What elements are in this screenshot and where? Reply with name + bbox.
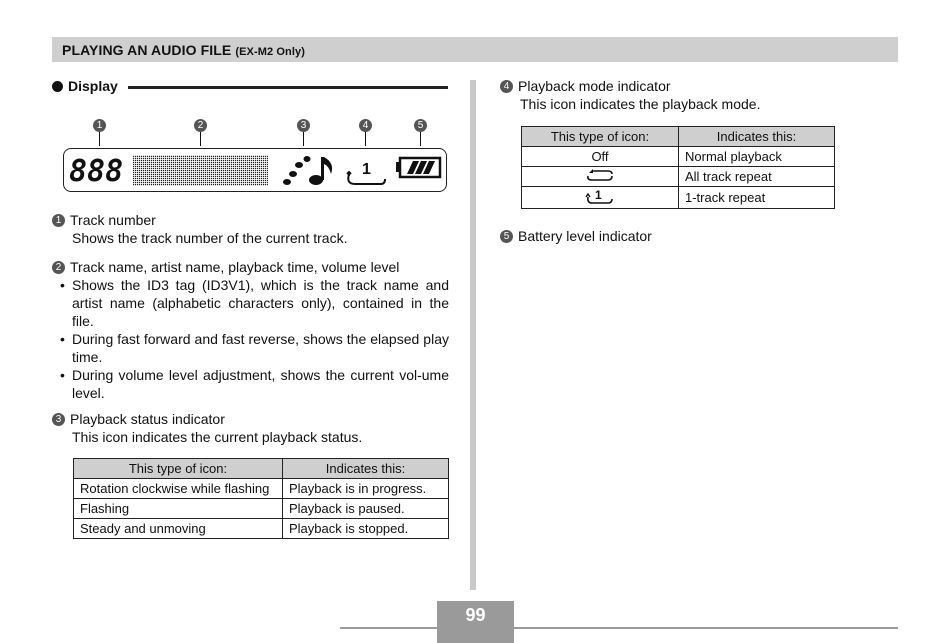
table-row xyxy=(522,187,835,209)
svg-text:1: 1 xyxy=(362,161,371,178)
callout-number: 3 xyxy=(297,119,310,132)
callout-4 xyxy=(359,117,372,135)
item-battery-level xyxy=(500,227,890,245)
page-section-title xyxy=(62,42,305,58)
callout-number: 2 xyxy=(194,119,207,132)
table-header: This type of icon: xyxy=(522,127,679,147)
table-row xyxy=(74,519,449,539)
table-cell: Flashing xyxy=(74,499,283,519)
table-cell: All track repeat xyxy=(679,167,835,187)
item-number-badge: 3 xyxy=(52,413,65,426)
table-cell: 1-track repeat xyxy=(679,187,835,209)
table-cell: Playback is stopped. xyxy=(283,519,449,539)
callout-number: 1 xyxy=(93,119,106,132)
bullet-item: • During fast forward and fast reverse, shows the elapsed play time. xyxy=(52,330,449,366)
battery-icon xyxy=(396,158,440,177)
item-description: Shows the track number of the current track. xyxy=(72,230,348,246)
item-bullet-list xyxy=(52,276,449,402)
item-title: Playback mode indicator xyxy=(518,78,671,94)
table-row xyxy=(522,147,835,167)
item-track-number xyxy=(52,211,452,247)
item-title: Battery level indicator xyxy=(518,228,652,244)
callout-2 xyxy=(194,117,207,135)
one-track-repeat-icon xyxy=(584,187,616,205)
lcd-display-panel xyxy=(63,148,447,192)
item-number-badge: 5 xyxy=(500,230,513,243)
svg-text:1: 1 xyxy=(595,188,602,202)
all-repeat-icon xyxy=(584,168,616,182)
track-digits: 888 xyxy=(69,154,124,189)
item-playback-mode xyxy=(500,77,890,113)
table-cell xyxy=(522,167,679,187)
callout-leader xyxy=(200,132,201,146)
callout-number: 4 xyxy=(359,119,372,132)
table-cell: Playback is paused. xyxy=(283,499,449,519)
item-number-badge: 1 xyxy=(52,214,65,227)
callout-1 xyxy=(93,117,106,135)
page-number-tab xyxy=(437,629,514,643)
display-heading xyxy=(52,78,118,94)
item-number-badge: 2 xyxy=(52,261,65,274)
callout-5 xyxy=(414,117,427,135)
callout-3 xyxy=(297,117,310,135)
page-number: 99 xyxy=(437,601,514,629)
repeat-icon xyxy=(347,161,385,184)
item-title: Track name, artist name, playback time, volume level xyxy=(70,259,400,275)
item-track-name xyxy=(52,258,449,402)
bullet-icon xyxy=(52,81,63,92)
table-cell: Playback is in progress. xyxy=(283,479,449,499)
music-note-icon xyxy=(283,156,332,185)
table-row xyxy=(74,479,449,499)
table-row xyxy=(522,167,835,187)
item-title: Playback status indicator xyxy=(70,411,225,427)
playback-status-table xyxy=(73,458,449,539)
footer-rule xyxy=(340,627,898,629)
table-cell: Rotation clockwise while flashing xyxy=(74,479,283,499)
item-description: This icon indicates the playback mode. xyxy=(520,96,761,112)
playback-mode-table xyxy=(521,126,835,209)
display-heading-text: Display xyxy=(68,78,118,94)
column-divider xyxy=(470,80,476,590)
item-number-badge: 4 xyxy=(500,80,513,93)
table-row xyxy=(74,499,449,519)
callout-leader xyxy=(303,132,304,146)
callout-leader xyxy=(420,132,421,146)
bullet-item: • During volume level adjustment, shows the current vol-ume level. xyxy=(52,366,449,402)
item-playback-status xyxy=(52,410,452,446)
callout-leader xyxy=(99,132,100,146)
item-description: This icon indicates the current playback status. xyxy=(72,429,363,445)
table-cell xyxy=(522,187,679,209)
header-title-text: PLAYING AN AUDIO FILE xyxy=(62,42,232,58)
section-header-bar xyxy=(52,37,898,62)
item-title: Track number xyxy=(70,212,156,228)
table-cell: Normal playback xyxy=(679,147,835,167)
table-header-row xyxy=(522,127,835,147)
callout-leader xyxy=(365,132,366,146)
table-header-row xyxy=(74,459,449,479)
callout-number: 5 xyxy=(414,119,427,132)
heading-rule xyxy=(128,86,448,89)
dot-matrix-area xyxy=(133,155,268,186)
table-header: This type of icon: xyxy=(74,459,283,479)
table-cell: Off xyxy=(522,147,679,167)
table-cell: Steady and unmoving xyxy=(74,519,283,539)
bullet-item: • Shows the ID3 tag (ID3V1), which is the track name and artist name (alphabetic characters only), contained in the file. xyxy=(52,276,449,330)
header-subtitle: (EX-M2 Only) xyxy=(235,46,305,58)
table-header: Indicates this: xyxy=(679,127,835,147)
table-header: Indicates this: xyxy=(283,459,449,479)
